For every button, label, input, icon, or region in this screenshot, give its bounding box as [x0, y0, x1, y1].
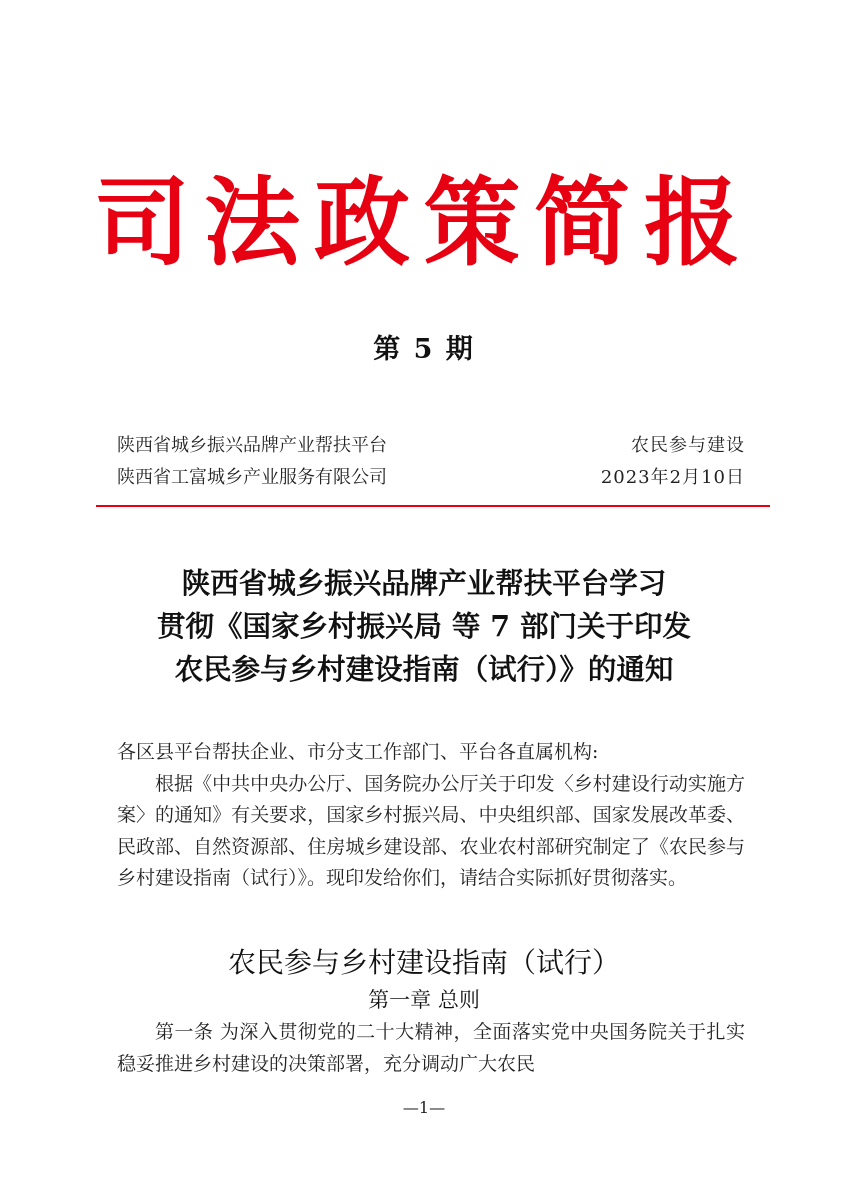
notice-body [117, 737, 745, 895]
issuer-meta-row-2 [117, 464, 745, 491]
issuer-name: 陕西省城乡振兴品牌产业帮扶平台 [117, 435, 387, 456]
masthead-title: 司法政策简报 [94, 166, 754, 279]
article-label: 第一条 [155, 1021, 214, 1043]
document-title [0, 562, 848, 691]
section-category: 农民参与建设 [631, 435, 745, 456]
issue-number: 第 5 期 [373, 334, 475, 365]
page-number: —1— [402, 1098, 446, 1117]
guide-title: 农民参与乡村建设指南（试行） [227, 946, 620, 979]
red-divider-line [96, 505, 770, 507]
notice-paragraph: 根据《中共中央办公厅、国务院办公厅关于印发〈乡村建设行动实施方案〉的通知》有关要求，国家乡村振兴局、中央组织部、国家发展改革委、民政部、自然资源部、住房城乡建设部、农业农村部研究制定了《农民参与乡村建设指南（试行）》。现印发给你们，请结合实际抓好贯彻落实。 [117, 772, 745, 889]
document-title-line-2: 贯彻《国家乡村振兴局 等 7 部门关于印发 [156, 609, 692, 643]
chapter-title: 第一章 总则 [368, 988, 480, 1012]
article-1 [117, 1017, 745, 1080]
salutation: 各区县平台帮扶企业、市分支工作部门、平台各直属机构: [117, 741, 599, 763]
document-title-line-1: 陕西省城乡振兴品牌产业帮扶平台学习 [181, 566, 667, 600]
issue-date: 2023年2月10日 [600, 467, 745, 488]
company-name: 陕西省工富城乡产业服务有限公司 [117, 467, 387, 488]
issuer-meta-row-1 [117, 432, 745, 459]
document-title-line-3: 农民参与乡村建设指南（试行）》的通知 [174, 652, 674, 686]
article-text: 为深入贯彻党的二十大精神，全面落实党中央国务院关于扎实稳妥推进乡村建设的决策部署，充分调动广大农民 [117, 1021, 745, 1075]
